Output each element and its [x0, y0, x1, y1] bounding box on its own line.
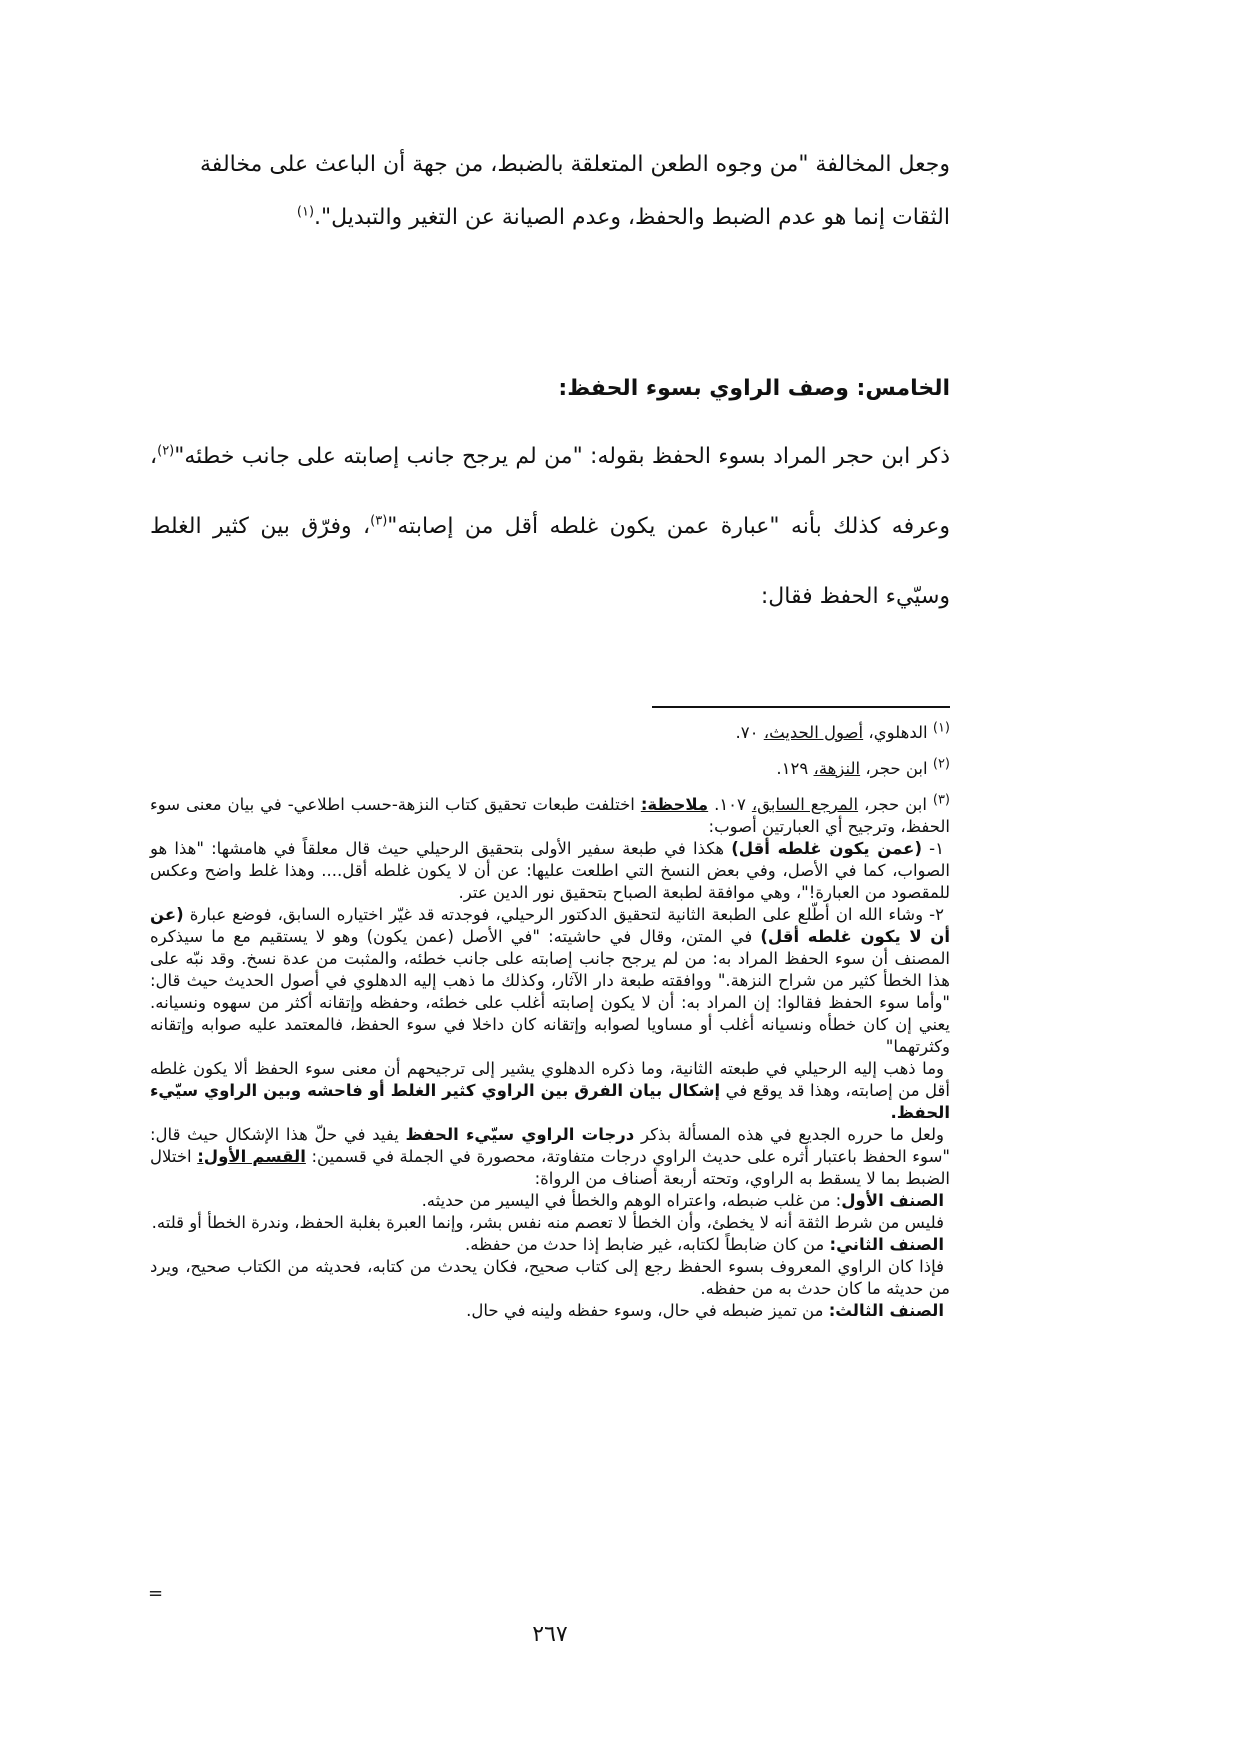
footnotes [150, 722, 950, 1322]
paragraph-definition-text2: ، وعرفه كذلك بأنه "عبارة عمن يكون غلطه أقل من إصابته" [150, 444, 950, 539]
category-2-text: من كان ضابطاً لكتابه، غير ضابط إذا حدث من حفظه. [465, 1235, 830, 1254]
category-3-text: من تميز ضبطه في حال، وسوء حفظه ولينه في حال. [466, 1301, 829, 1320]
footnote-ref-2[interactable]: (٢) [157, 443, 175, 459]
footnote-item-2 [150, 904, 950, 1058]
paragraph-4-bold: درجات الراوي سيّيء الحفظ [405, 1125, 635, 1144]
paragraph-intro-line1: وجعل المخالفة "من وجوه الطعن المتعلقة بالضبط، من جهة أن الباعث على مخالفة [200, 152, 950, 177]
footnote-2 [150, 758, 950, 780]
continuation-mark: = [148, 1583, 164, 1604]
category-1-label: الصنف الأول [841, 1191, 944, 1210]
category-2 [150, 1234, 950, 1256]
footnote-3 [150, 794, 950, 838]
paragraph-definition-text3: ، وفرّق بين كثير الغلط وسيّيء الحفظ فقال: [150, 514, 950, 609]
footnote-2-page: ١٢٩. [776, 759, 814, 778]
footnote-1-page: ٧٠. [735, 723, 764, 742]
paragraph-3-text: وما ذهب إليه الرحيلي في طبعته الثانية، وما ذكره الدهلوي يشير إلى ترجيحهم أن معنى سوء الحفظ ألا يكون غلطه أقل من إصابته، وهذا قد يوقع في [150, 1059, 950, 1100]
footnote-3-title: المرجع السابق، [751, 795, 859, 814]
paragraph-4-section-label: القسم الأول: [197, 1147, 306, 1166]
footnote-paragraph-3 [150, 1058, 950, 1124]
item-1-number: ١- [921, 839, 944, 858]
footnote-3-number: (٣) [932, 792, 950, 808]
paragraph-intro [150, 138, 950, 244]
footnote-3-author: ابن حجر، [858, 795, 927, 814]
item-1-text: هكذا في طبعة سفير الأولى بتحقيق الرحيلي حيث قال معلقاً في هامشها: "هذا هو الصواب، كما في الأصل، وفي بعض النسخ التي اطلعت عليها: عن أن لا يكون غلطه أقل.... وهذا غلط واضح وعكس للمقصود من العبارة!"، وهي موافقة لطبعة الصباح بتحقيق نور الدين عتر. [150, 839, 950, 902]
category-1-text: : من غلب ضبطه، واعتراه الوهم والخطأ في اليسير من حديثه. [421, 1191, 842, 1210]
footnote-ref-3[interactable]: (٣) [370, 513, 388, 529]
item-2-lead: ٢- وشاء الله ان أطّلع على الطبعة الثانية لتحقيق الدكتور الرحيلي، فوجدته قد غيّر اختياره السابق، فوضع عبارة [183, 905, 944, 924]
category-3 [150, 1300, 950, 1322]
paragraph-3-bold: إشكال بيان الفرق بين الراوي كثير الغلط أو فاحشه وبين الراوي سيّيء الحفظ. [150, 1081, 950, 1122]
category-2-label: الصنف الثاني: [829, 1235, 944, 1254]
page-number: ٢٦٧ [532, 1622, 568, 1647]
paragraph-intro-line2: الثقات إنما هو عدم الضبط والحفظ، وعدم الصيانة عن التغير والتبديل". [314, 205, 950, 230]
paragraph-definition [150, 422, 950, 632]
category-3-label: الصنف الثالث: [828, 1301, 944, 1320]
footnote-2-author: ابن حجر، [860, 759, 928, 778]
paragraph-4-tail: اختلال الضبط بما لا يسقط به الراوي، وتحته أربعة أصناف من الرواة: [150, 1147, 950, 1188]
item-2-text: في المتن، وقال في حاشيته: "في الأصل (عمن يكون) وهو لا يستقيم مع ما سيذكره المصنف أن سوء الحفظ المراد به: من لم يرجح جانب إصابته على جانب خطئه، والمثبت من عدة نسخ. وقد نبّه على هذا الخطأ كثير من شراح النزهة." ووافقته طبعة دار الآثار، وكذلك ما ذهب إليه الدهلوي في أصول الحديث حيث قال: "وأما سوء الحفظ فقالوا: إن المراد به: أن لا يكون إصابته أغلب على خطئه، وحفظه وإتقانه أكثر من سهوه ونسيانه. يعني إن كان خطأه ونسيانه أغلب أو مساويا لصوابه وإتقانه كان داخلا في سوء الحفظ، فالمعتمد عليه صوابه وإتقانه وكثرتهما" [150, 927, 950, 1056]
footnote-item-1 [150, 838, 950, 904]
item-2-bold: (عن أن لا يكون غلطه أقل) [150, 905, 950, 946]
footnote-paragraph-4 [150, 1124, 950, 1190]
category-1 [150, 1190, 950, 1212]
category-1-detail: فليس من شرط الثقة أنه لا يخطئ، وأن الخطأ لا تعصم منه نفس بشر، وإنما العبرة بغلبة الحفظ، وندرة الخطأ أو قلته. [151, 1213, 944, 1232]
footnote-3-note-text: اختلفت طبعات تحقيق كتاب النزهة-حسب اطلاعي- في بيان معنى سوء الحفظ، وترجيح أي العبارتين أصوب: [150, 795, 950, 836]
footnote-1 [150, 722, 950, 744]
footnote-1-title: أصول الحديث، [763, 723, 864, 742]
footnote-3-note-label: ملاحظة: [640, 795, 709, 814]
item-1-bold: (عمن يكون غلطه أقل) [731, 839, 922, 858]
paragraph-definition-text1: ذكر ابن حجر المراد بسوء الحفظ بقوله: "من لم يرجح جانب إصابته على جانب خطئه" [174, 444, 950, 469]
paragraph-4-text: يفيد في حلّ هذا الإشكال حيث قال: "سوء الحفظ باعتبار أثره على حديث الراوي درجات متفاوتة، محصورة في الجملة في قسمين: [150, 1125, 950, 1166]
paragraph-4-lead: ولعل ما حرره الجديع في هذه المسألة بذكر [634, 1125, 944, 1144]
category-2-detail: فإذا كان الراوي المعروف بسوء الحفظ رجع إلى كتاب صحيح، فكان يحدث من كتابه، فحديثه من الكتاب صحيح، ويرد من حديثه ما كان حدث به من حفظه. [150, 1257, 950, 1298]
footnote-2-number: (٢) [932, 756, 950, 772]
footnote-1-author: الدهلوي، [863, 723, 928, 742]
footnote-separator [652, 706, 950, 708]
footnote-3-page: ١٠٧. [708, 795, 752, 814]
footnote-2-title: النزهة، [813, 759, 861, 778]
footnote-1-number: (١) [932, 720, 950, 736]
footnote-ref-1[interactable]: (١) [296, 204, 315, 220]
section-heading: الخامس: وصف الراوي بسوء الحفظ: [558, 376, 950, 401]
